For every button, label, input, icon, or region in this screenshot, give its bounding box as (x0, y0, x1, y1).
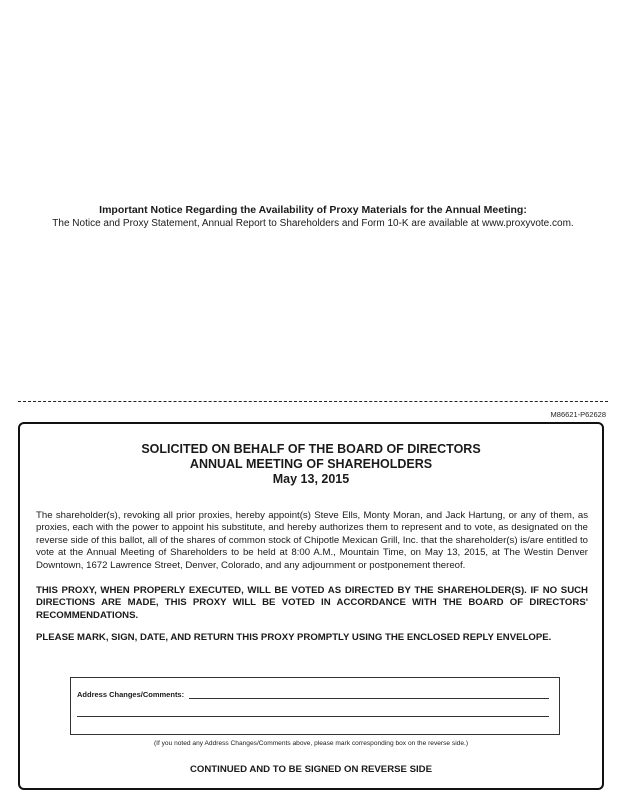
proxy-heading (20, 442, 602, 487)
proxy-body: The shareholder(s), revoking all prior proxies, hereby appoint(s) Steve Ells, Monty Moran, and Jack Hartung, or any of them, as proxies, each with the power to appoint his substitute, and hereby authorizes them to represent and to vote, as designated on the reverse side of this ballot, all of the shares of common stock of Chipotle Mexican Grill, Inc. that the shareholder(s) is/are entitled to vote at the Annual Meeting of Shareholders to be held at 8:00 A.M., Mountain Time, on May 13, 2015, at The Westin Denver Downtown, 1672 Lawrence Street, Denver, Colorado, and any adjournment or postponement thereof. (36, 510, 588, 571)
availability-notice (0, 204, 626, 230)
heading-line-3: May 13, 2015 (272, 472, 350, 486)
heading-line-1: SOLICITED ON BEHALF OF THE BOARD OF DIRECTORS (141, 442, 481, 456)
proxy-card (18, 422, 604, 790)
continued-notice: CONTINUED AND TO BE SIGNED ON REVERSE SIDE (189, 764, 432, 775)
address-changes-label: Address Changes/Comments: (77, 690, 185, 699)
notice-title: Important Notice Regarding the Availability of Proxy Materials for the Annual Meeting: (99, 204, 527, 216)
notice-text: The Notice and Proxy Statement, Annual Report to Shareholders and Form 10-K are available at www.proxyvote.com. (52, 218, 574, 229)
tear-line (18, 401, 608, 402)
heading-line-2: ANNUAL MEETING OF SHAREHOLDERS (189, 457, 433, 471)
proxy-directions: THIS PROXY, WHEN PROPERLY EXECUTED, WILL BE VOTED AS DIRECTED BY THE SHAREHOLDER(S). IF NO SUCH DIRECTIONS ARE MADE, THIS PROXY WILL BE VOTED IN ACCORDANCE WITH THE BOARD OF DIRECTORS' RECOMMENDATIONS. (36, 585, 588, 621)
address-changes-note: (If you noted any Address Changes/Comments above, please mark corresponding box on the reverse side.) (153, 740, 469, 747)
address-changes-line-1[interactable] (189, 698, 549, 699)
return-instruction: PLEASE MARK, SIGN, DATE, AND RETURN THIS PROXY PROMPTLY USING THE ENCLOSED REPLY ENVELOPE. (36, 632, 552, 643)
form-code: M86621-P62628 (550, 410, 606, 419)
address-changes-line-2[interactable] (77, 716, 549, 717)
address-changes-box (70, 677, 560, 735)
